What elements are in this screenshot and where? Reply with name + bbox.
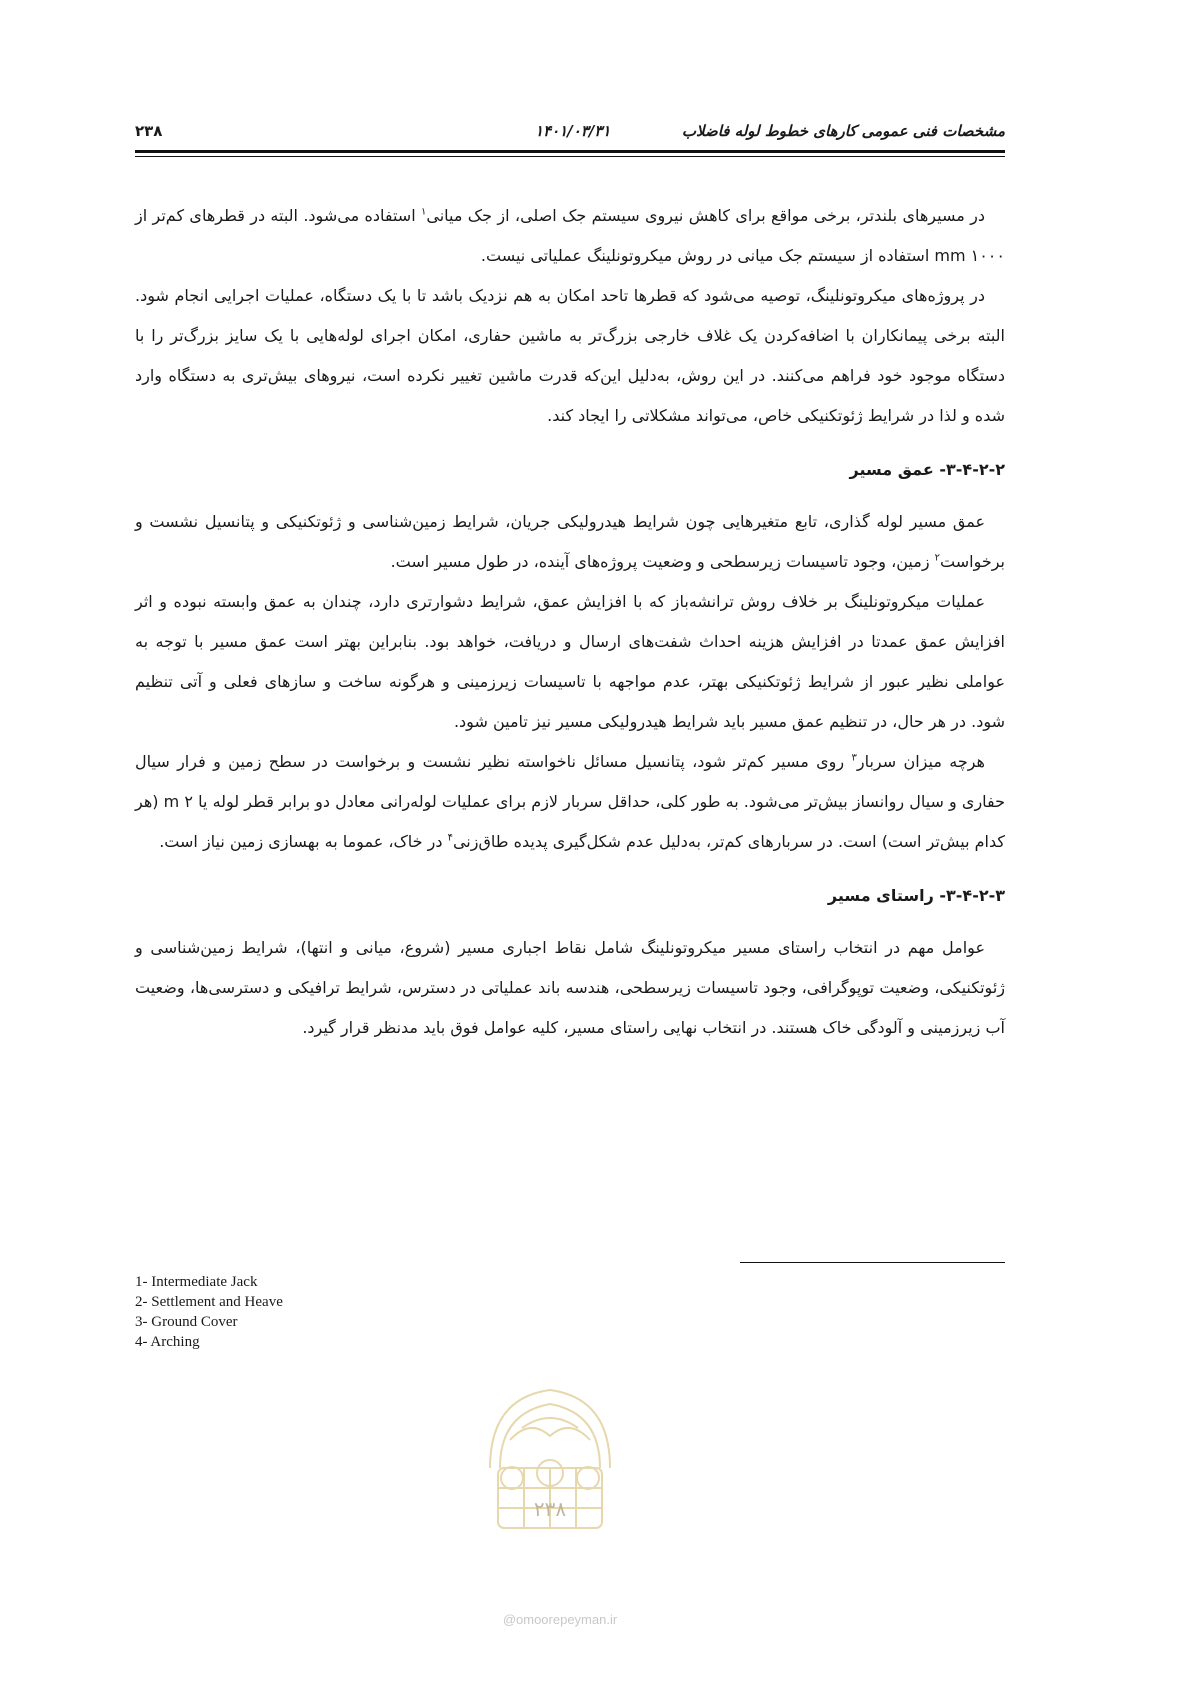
footnote-ref-4[interactable]: ۴ [447,832,453,844]
paragraph-intermediate-jack: در مسیرهای بلندتر، برخی مواقع برای کاهش نیروی سیستم جک اصلی، از جک میانی$^۱$ استفاده می‌شود. البته در قطرهای کم‌تر از mm ۱۰۰۰ استفاده از سیستم جک میانی در روش میکروتونلینگ عملیاتی نیست. [135,206,1005,265]
footnote-rule [740,1262,1005,1263]
paragraph-depth-operations: عملیات میکروتونلینگ بر خلاف روش ترانشه‌باز که با افزایش عمق، شرایط دشوارتری دارد، چندان به عمق وابسته نبوده و اثر افزایش عمق عمدتا در افزایش هزینه احداث شفت‌های ارسال و دریافت، خواهد بود. بنابراین بهتر است عمق مسیر با توجه به عواملی نظیر عبور از شرایط ژئوتکنیکی بهتر، عدم مواجهه با تاسیسات زیرزمینی و هرگونه ساخت و سازهای فعلی و آتی تنظیم شود. در هر حال، در تنظیم عمق مسیر باید شرایط هیدرولیکی مسیر نیز تامین شود. [135,592,1005,731]
footnotes [135,1272,283,1352]
watermark: @omoorepeyman.ir [502,1612,618,1627]
footnote-ref-1[interactable]: ۱ [421,206,427,218]
paragraph-depth-factors: عمق مسیر لوله گذاری، تابع متغیرهایی چون شرایط هیدرولیکی جریان، شرایط زمین‌شناسی و ژئوتکنیکی و پتانسیل نشست و برخواست$^۲$ زمین، وجود تاسیسات زیرسطحی و وضعیت پروژه‌های آینده، در طول مسیر است. [135,512,1005,571]
document-title: مشخصات فنی عمومی کارهای خطوط لوله فاضلاب [681,122,1005,140]
paragraph-route-factors: عوامل مهم در انتخاب راستای مسیر میکروتونلینگ شامل نقاط اجباری مسیر (شروع، میانی و انتها)، شرایط زمین‌شناسی و ژئوتکنیکی، وضعیت توپوگرافی، وجود تاسیسات زیرسطحی، هندسه باند عملیاتی در دسترس، شرایط ترافیکی و دسترسی‌ها، وضعیت آب زیرزمینی و آلودگی خاک هستند. در انتخاب نهایی راستای مسیر، کلیه عوامل فوق باید مدنظر قرار گیرد. [135,938,1005,1037]
section-heading-route: ۳-۴-۲-۳- راستای مسیر [827,886,1005,905]
page-header [135,118,1005,148]
footnote-ref-2[interactable]: ۲ [934,552,940,564]
footnote-2: 2- Settlement and Heave [135,1294,283,1310]
page-body [135,196,1005,1048]
section-heading-depth: ۳-۴-۲-۲- عمق مسیر [849,460,1005,479]
paragraph-ground-cover: هرچه میزان سربار$^۳$ روی مسیر کم‌تر شود، پتانسیل مسائل ناخواسته نظیر نشست و برخواست در سطح زمین و فرار سیال حفاری و سیال روانساز بیش‌تر می‌شود. به طور کلی، حداقل سربار لازم برای عملیات لوله‌رانی معادل دو برابر قطر لوله یا m ۲ (هر کدام بیش‌تر است) است. در سربارهای کم‌تر، به‌دلیل عدم شکل‌گیری پدیده طاق‌زنی$^۴$ در خاک، عموما به بهسازی زمین نیاز است. [135,752,1006,851]
footnote-1: 1- Intermediate Jack [135,1274,258,1290]
document-date: ۱۴۰۱/۰۳/۳۱ [535,122,611,140]
footnote-ref-3[interactable]: ۳ [851,752,857,764]
header-page-number: ۲۳۸ [135,122,163,140]
stamp-page-number: ۲۳۸ [533,1497,567,1521]
header-rule-thin [135,156,1005,157]
stamp-logo-icon [470,1378,630,1548]
footnote-4: 4- Arching [135,1334,200,1350]
footnote-3: 3- Ground Cover [135,1314,238,1330]
paragraph-diameters: در پروژه‌های میکروتونلینگ، توصیه می‌شود که قطرها تاحد امکان به هم نزدیک باشد تا با یک دستگاه، عملیات اجرایی انجام شود. البته برخی پیمانکاران با اضافه‌کردن یک غلاف خارجی بزرگ‌تر به ماشین حفاری، امکان اجرای لوله‌هایی با یک سایز بزرگ‌تر را با دستگاه موجود خود فراهم می‌کنند. در این روش، به‌دلیل این‌که قدرت ماشین تغییر نکرده است، نیروهای بیش‌تری به دستگاه وارد شده و لذا در شرایط ژئوتکنیکی خاص، می‌تواند مشکلاتی را ایجاد کند. [135,286,1005,425]
header-rule-thick [135,150,1005,153]
